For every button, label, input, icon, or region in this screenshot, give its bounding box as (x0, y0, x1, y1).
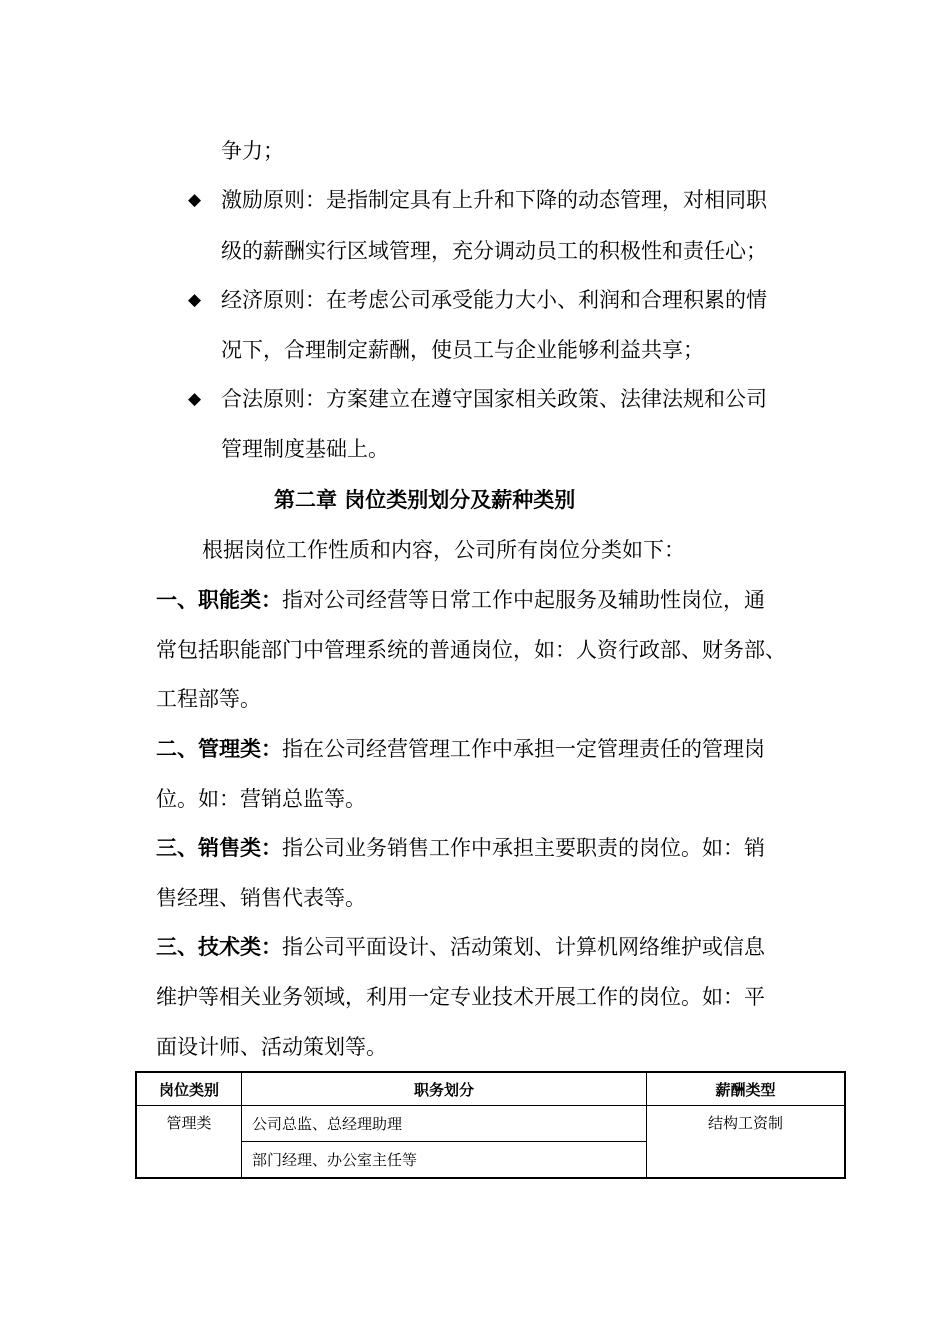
paragraph-line: 争力； (221, 139, 284, 163)
header-duty: 职务划分 (242, 1072, 647, 1106)
chapter-title: 第二章 岗位类别划分及薪种类别 (274, 487, 576, 512)
section-functional-line-1 (156, 586, 765, 614)
section-technical-line-1 (156, 933, 765, 961)
section-functional-line-2: 常包括职能部门中管理系统的普通岗位，如：人资行政部、财务部、 (156, 638, 786, 662)
section-technical-line-2: 维护等相关业务领域，利用一定专业技术开展工作的岗位。如：平 (156, 985, 765, 1009)
cell-pay-type: 结构工资制 (647, 1106, 846, 1179)
position-category-table (135, 1071, 846, 1179)
bullet-diamond-icon: ◆ (188, 389, 202, 409)
principle-legal-line-2: 管理制度基础上。 (221, 437, 389, 461)
principle-economy-line-2: 况下，合理制定薪酬，使员工与企业能够利益共享； (221, 338, 704, 362)
cell-duty: 公司总监、总经理助理 (242, 1106, 647, 1142)
section-technical-heading: 三、技术类： (156, 934, 282, 959)
section-functional-heading: 一、职能类： (156, 587, 282, 612)
principle-incentive-line-1: 激励原则：是指制定具有上升和下降的动态管理，对相同职 (221, 188, 767, 212)
principle-incentive-line-2: 级的薪酬实行区域管理，充分调动员工的积极性和责任心； (221, 239, 767, 263)
header-category: 岗位类别 (136, 1072, 242, 1106)
section-management-line-1 (156, 735, 765, 763)
principle-legal-line-1: 合法原则：方案建立在遵守国家相关政策、法律法规和公司 (221, 387, 767, 411)
intro-paragraph: 根据岗位工作性质和内容，公司所有岗位分类如下： (202, 538, 685, 562)
bullet-diamond-icon: ◆ (188, 290, 202, 310)
bullet-diamond-icon: ◆ (188, 190, 202, 210)
header-pay-type: 薪酬类型 (647, 1072, 846, 1106)
section-management-line-2: 位。如：营销总监等。 (156, 787, 366, 811)
section-sales-line-1 (156, 834, 765, 862)
cell-category: 管理类 (136, 1106, 242, 1179)
section-sales-line-2: 售经理、销售代表等。 (156, 886, 366, 910)
section-management-text: 指在公司经营管理工作中承担一定管理责任的管理岗 (282, 737, 765, 761)
section-technical-line-3: 面设计师、活动策划等。 (156, 1035, 387, 1059)
section-functional-text: 指对公司经营等日常工作中起服务及辅助性岗位，通 (282, 588, 765, 612)
section-sales-heading: 三、销售类： (156, 835, 282, 860)
cell-duty: 部门经理、办公室主任等 (242, 1142, 647, 1179)
section-sales-text: 指公司业务销售工作中承担主要职责的岗位。如：销 (282, 836, 765, 860)
section-functional-line-3: 工程部等。 (156, 687, 261, 711)
table-header-row (136, 1072, 845, 1106)
principle-economy-line-1: 经济原则：在考虑公司承受能力大小、利润和合理积累的情 (221, 288, 767, 312)
section-technical-text: 指公司平面设计、活动策划、计算机网络维护或信息 (282, 935, 765, 959)
section-management-heading: 二、管理类： (156, 736, 282, 761)
table-row (136, 1106, 845, 1142)
